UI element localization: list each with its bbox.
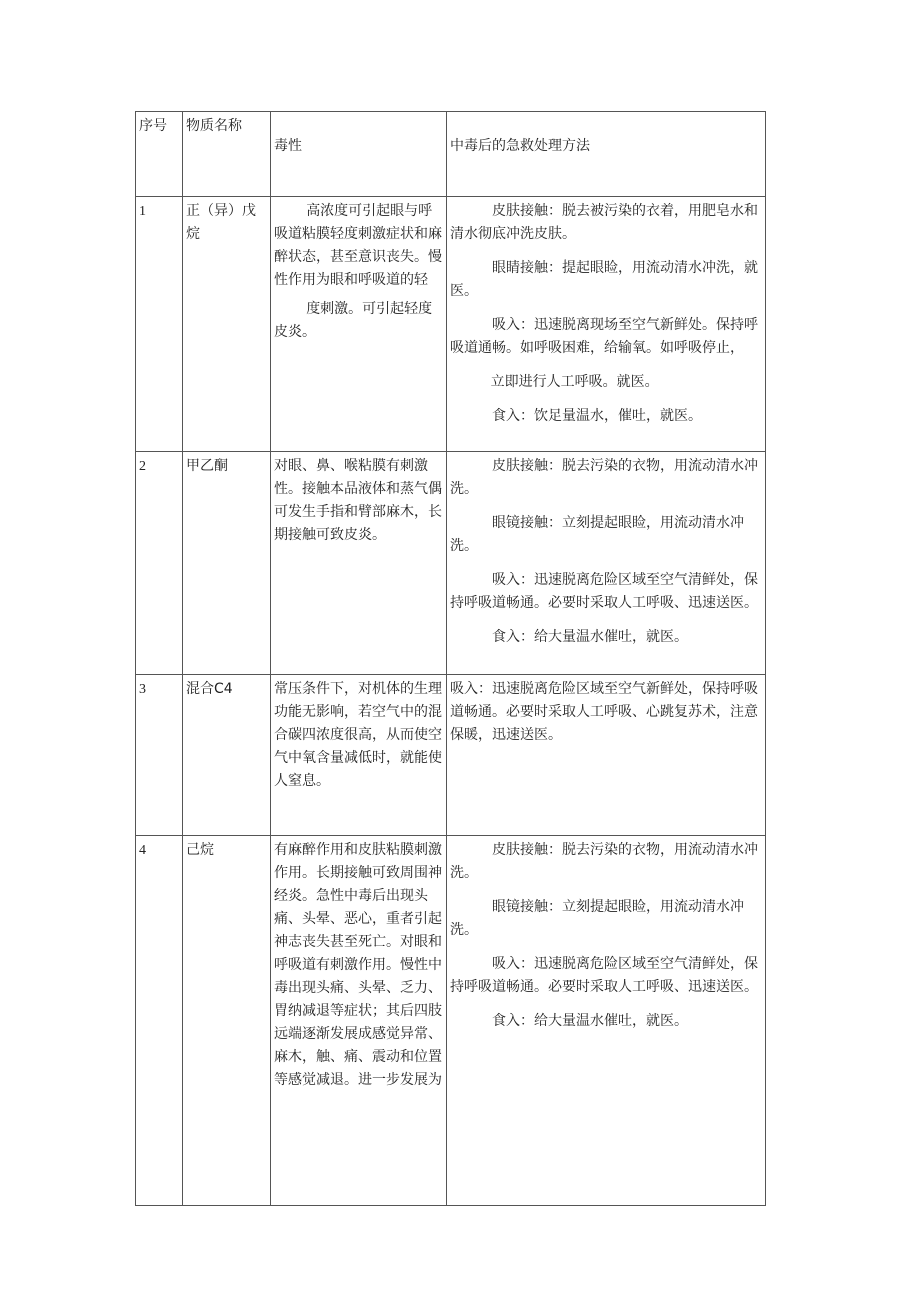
- first-aid-step: 眼镜接触：立刻提起眼睑，用流动清水冲洗。: [450, 515, 744, 554]
- toxicity-cell: [271, 836, 447, 1206]
- header-first-aid: 中毒后的急救处理方法: [447, 112, 766, 197]
- toxicity-cell: [271, 197, 447, 452]
- first-aid-step: 吸入：迅速脱离危险区域至空气清鲜处，保持呼吸道畅通。必要时采取人工呼吸、迅速送医。: [450, 572, 758, 611]
- first-aid-cell: [447, 675, 766, 836]
- table-row: [136, 836, 766, 1206]
- first-aid-step: 吸入：迅速脱离现场至空气新鲜处。保持呼吸道通畅。如呼吸困难，给输氧。如呼吸停止，: [450, 317, 758, 356]
- first-aid-step: 皮肤接触：脱去污染的衣物，用流动清水冲洗。: [450, 842, 758, 881]
- row-index: 4: [136, 836, 183, 1206]
- row-index: 2: [136, 452, 183, 675]
- first-aid-table: [135, 111, 766, 1206]
- toxicity-text: 有麻醉作用和皮肤粘膜刺激作用。长期接触可致周围神经炎。急性中毒后出现头痛、头晕、恶心，重者引起神志丧失甚至死亡。对眼和呼吸道有刺激作用。慢性中毒出现头痛、头晕、乏力、胃纳减退等症状；其后四肢远端逐渐发展成感觉异常、麻木，触、痛、震动和位置等感觉减退。进一步发展为: [274, 842, 442, 1088]
- toxicity-text: 高浓度可引起眼与呼吸道粘膜轻度刺激症状和麻醉状态，甚至意识丧失。慢性作用为眼和呼吸道的轻: [274, 203, 442, 288]
- first-aid-step: 立即进行人工呼吸。就医。: [490, 374, 659, 390]
- first-aid-step: 吸入：迅速脱离危险区域至空气新鲜处，保持呼吸道畅通。必要时采取人工呼吸、心跳复苏术，注意保暖，迅速送医。: [450, 681, 758, 743]
- substance-name: 正（异）戊烷: [183, 197, 271, 452]
- row-index: 3: [136, 675, 183, 836]
- header-row: [136, 112, 766, 197]
- first-aid-step: 食入：给大量温水催吐，就医。: [492, 629, 688, 645]
- first-aid-step: 食入：给大量温水催吐，就医。: [492, 1013, 688, 1029]
- substance-name: 甲乙酮: [183, 452, 271, 675]
- first-aid-step: 食入：饮足量温水，催吐，就医。: [492, 408, 702, 424]
- toxicity-text: 度刺激。可引起轻度皮炎。: [274, 301, 433, 340]
- first-aid-step: 皮肤接触：脱去被污染的衣着，用肥皂水和清水彻底冲洗皮肤。: [450, 203, 758, 242]
- first-aid-cell: [447, 197, 766, 452]
- substance-name: 混合C4: [183, 675, 271, 836]
- toxicity-cell: [271, 675, 447, 836]
- table-row: [136, 675, 766, 836]
- first-aid-step: 眼镜接触：立刻提起眼睑，用流动清水冲洗。: [450, 899, 744, 938]
- first-aid-step: 吸入：迅速脱离危险区域至空气清鲜处，保持呼吸道畅通。必要时采取人工呼吸、迅速送医。: [450, 956, 758, 995]
- header-toxicity: 毒性: [271, 112, 447, 197]
- table-row: [136, 197, 766, 452]
- substance-name: 己烷: [183, 836, 271, 1206]
- first-aid-step: 皮肤接触：脱去污染的衣物，用流动清水冲洗。: [450, 458, 758, 497]
- header-index: 序号: [136, 112, 183, 197]
- row-index: 1: [136, 197, 183, 452]
- header-name: 物质名称: [183, 112, 271, 197]
- toxicity-cell: [271, 452, 447, 675]
- toxicity-text: 对眼、鼻、喉粘膜有刺激性。接触本品液体和蒸气偶可发生手指和臂部麻木，长期接触可致皮炎。: [274, 458, 442, 543]
- table-row: [136, 452, 766, 675]
- first-aid-cell: [447, 836, 766, 1206]
- first-aid-cell: [447, 452, 766, 675]
- toxicity-text: 常压条件下，对机体的生理功能无影响，若空气中的混合碳四浓度很高，从而使空气中氧含量减低时，就能使人窒息。: [274, 681, 442, 789]
- first-aid-step: 眼睛接触：提起眼睑，用流动清水冲洗，就医。: [450, 260, 758, 299]
